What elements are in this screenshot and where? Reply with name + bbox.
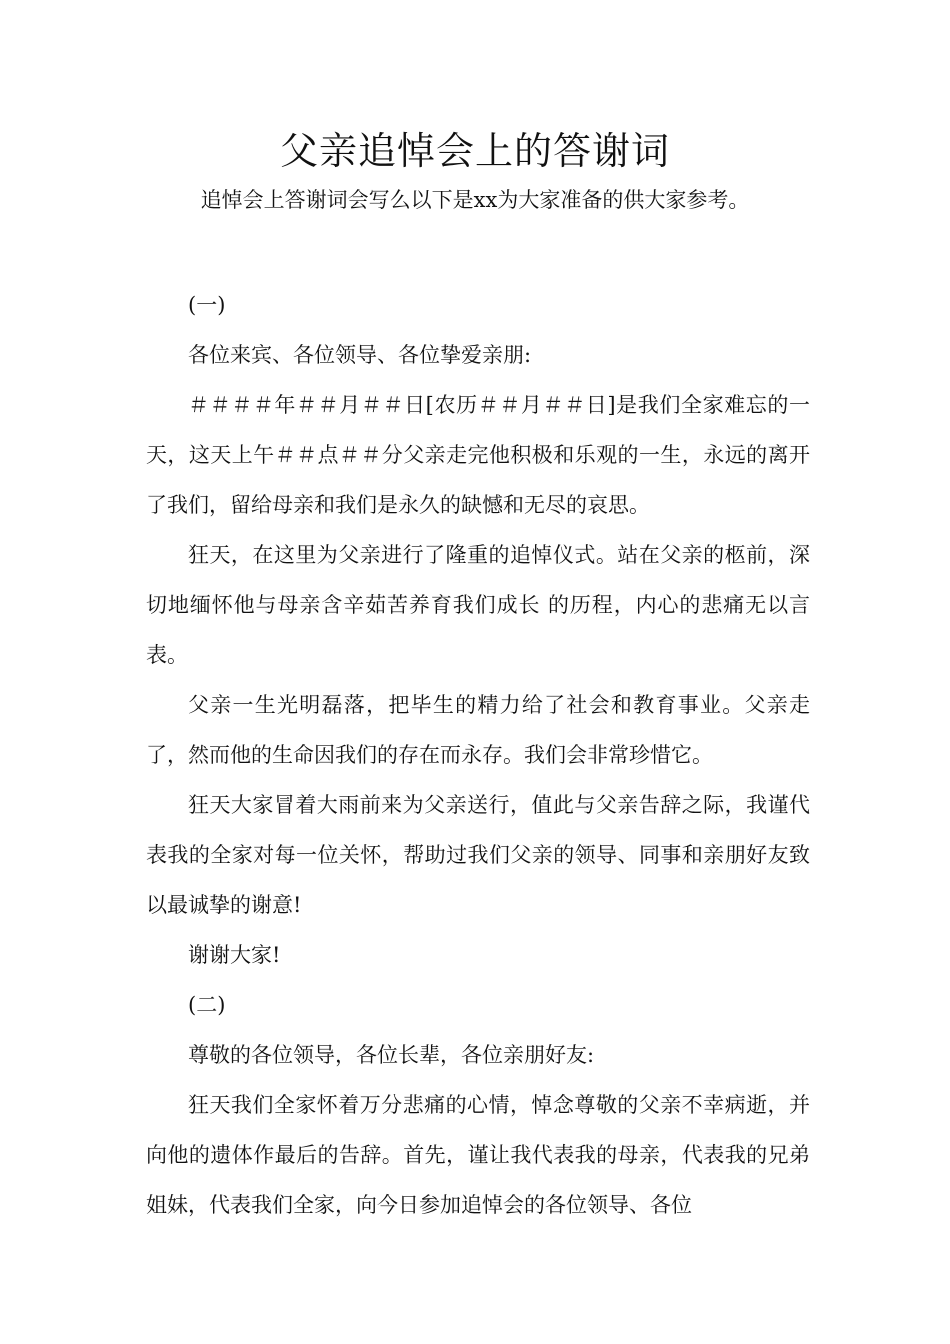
paragraph: 狂天我们全家怀着万分悲痛的心情，悼念尊敬的父亲不幸病逝，并向他的遗体作最后的告辞。首先，谨让我代表我的母亲，代表我的兄弟姐妹，代表我们全家，向今日参加追悼会的各位领导、各位: [146, 1093, 810, 1217]
salutation-1: 各位来宾、各位领导、各位挚爱亲朋:: [188, 343, 532, 367]
document-subtitle: 追悼会上答谢词会写么以下是xx为大家准备的供大家参考。: [200, 188, 750, 212]
paragraph: ＃＃＃＃年＃＃月＃＃日[农历＃＃月＃＃日]是我们全家难忘的一天，这天上午＃＃点＃＃分父亲走完他积极和乐观的一生，永远的离开了我们，留给母亲和我们是永久的缺憾和无尽的哀思。: [146, 393, 810, 517]
salutation-2: 尊敬的各位领导，各位长辈，各位亲朋好友:: [188, 1043, 595, 1067]
document-body: [146, 280, 810, 1230]
section-heading-1: (一): [188, 293, 226, 317]
paragraph: 父亲一生光明磊落，把毕生的精力给了社会和教育事业。父亲走了，然而他的生命因我们的存在而永存。我们会非常珍惜它。: [146, 693, 810, 767]
paragraph: 狂天，在这里为父亲进行了隆重的追悼仪式。站在父亲的柩前，深切地缅怀他与母亲含辛茹苦养育我们成长 的历程，内心的悲痛无以言表。: [146, 543, 810, 667]
closing-thanks: 谢谢大家!: [188, 943, 281, 967]
paragraph: 狂天大家冒着大雨前来为父亲送行，值此与父亲告辞之际，我谨代表我的全家对每一位关怀，帮助过我们父亲的领导、同事和亲朋好友致以最诚挚的谢意!: [146, 793, 810, 917]
document-title: 父亲追悼会上的答谢词: [279, 129, 670, 173]
section-heading-2: (二): [188, 993, 226, 1017]
